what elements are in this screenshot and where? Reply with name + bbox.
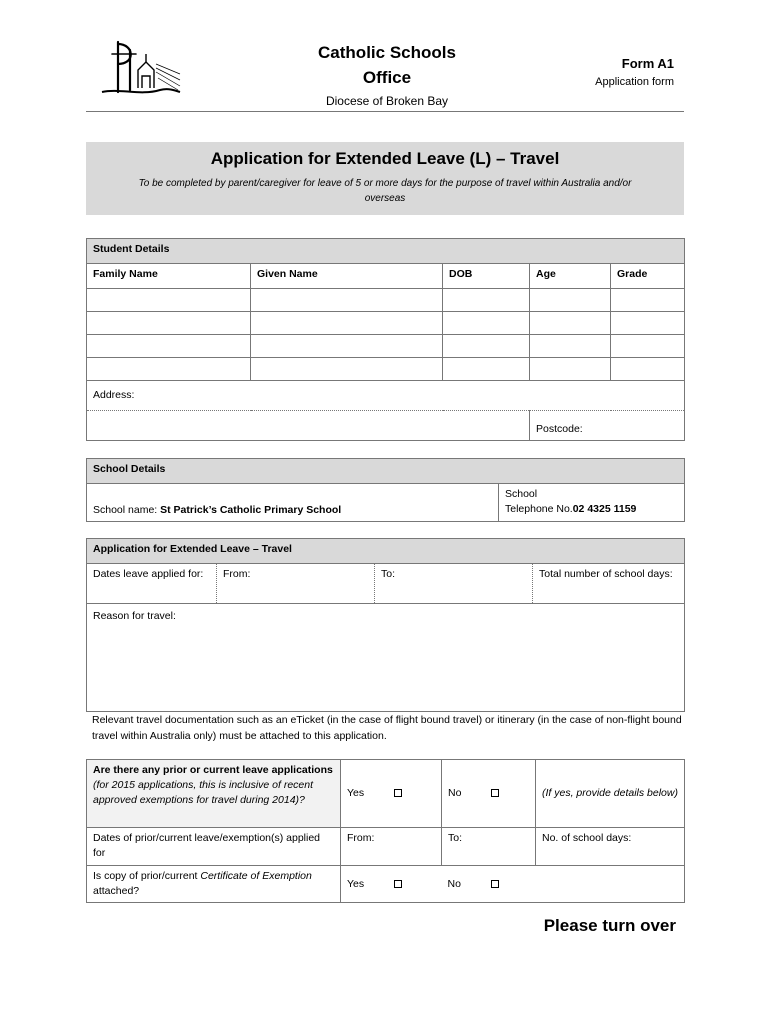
student-details-table: [86, 238, 685, 441]
prior-no-label: No: [448, 787, 462, 799]
to-date-label: To:: [381, 568, 396, 580]
prior-from-field[interactable]: [341, 828, 442, 866]
given-name-field[interactable]: [251, 358, 443, 381]
page-title: Application for Extended Leave (L) – Travel: [210, 149, 560, 168]
school-phone-label-1: School: [505, 488, 538, 500]
reason-for-travel-label: Reason for travel:: [93, 610, 176, 622]
prior-no-option[interactable]: [442, 760, 536, 828]
total-days-field[interactable]: [533, 564, 685, 604]
family-name-field[interactable]: [87, 312, 251, 335]
certificate-yes-label: Yes: [347, 877, 365, 890]
grade-field[interactable]: [611, 289, 685, 312]
prior-yes-checkbox[interactable]: [394, 789, 402, 797]
school-phone-value: 02 4325 1159: [572, 503, 637, 515]
cso-logo-icon: [100, 40, 182, 96]
given-name-field[interactable]: [251, 335, 443, 358]
family-name-field[interactable]: [87, 335, 251, 358]
age-field[interactable]: [530, 312, 611, 335]
dates-applied-label: Dates leave applied for:: [87, 564, 217, 604]
title-band: [86, 142, 684, 215]
prior-no-checkbox[interactable]: [491, 789, 499, 797]
student-row: [87, 289, 685, 312]
age-field[interactable]: [530, 335, 611, 358]
prior-applications-table: [86, 759, 685, 903]
from-date-field[interactable]: [217, 564, 375, 604]
student-row: [87, 335, 685, 358]
certificate-no-option[interactable]: [442, 866, 536, 903]
grade-field[interactable]: [611, 358, 685, 381]
grade-field[interactable]: [611, 335, 685, 358]
school-name-cell: [87, 484, 499, 522]
postcode-label: Postcode:: [536, 423, 583, 435]
family-name-field[interactable]: [87, 358, 251, 381]
to-date-field[interactable]: [375, 564, 533, 604]
prior-to-label: To:: [448, 832, 463, 844]
address-line-field[interactable]: [87, 411, 530, 441]
form-number: Form A1: [621, 56, 674, 71]
extended-leave-heading: Application for Extended Leave – Travel: [87, 539, 685, 564]
student-details-heading: Student Details: [87, 239, 685, 264]
given-name-field[interactable]: [251, 312, 443, 335]
school-phone-label-2: Telephone No.: [505, 503, 573, 515]
prior-yes-label: Yes: [347, 787, 365, 799]
please-turn-over: Please turn over: [543, 916, 676, 935]
given-name-header: Given Name: [251, 264, 443, 289]
age-field[interactable]: [530, 358, 611, 381]
family-name-header: Family Name: [87, 264, 251, 289]
prior-to-field[interactable]: [442, 828, 536, 866]
age-field[interactable]: [530, 289, 611, 312]
grade-field[interactable]: [611, 312, 685, 335]
certificate-no-label: No: [447, 877, 461, 890]
dob-field[interactable]: [443, 312, 530, 335]
office-name: Catholic Schools Office: [318, 43, 456, 87]
dob-field[interactable]: [443, 358, 530, 381]
student-row: [87, 312, 685, 335]
grade-header: Grade: [611, 264, 685, 289]
prior-yes-option[interactable]: [341, 760, 442, 828]
dob-header: DOB: [443, 264, 530, 289]
prior-from-label: From:: [347, 832, 375, 844]
address-field[interactable]: [87, 381, 685, 411]
school-details-table: [86, 458, 685, 522]
student-row: [87, 358, 685, 381]
prior-applications-question: Are there any prior or current leave applications (for 2015 applications, this is inclusive of recent approved exemptions for travel during 2014)?: [87, 760, 341, 828]
postcode-field[interactable]: [530, 411, 685, 441]
school-name-value: St Patrick’s Catholic Primary School: [160, 504, 342, 516]
certificate-no-checkbox[interactable]: [491, 880, 499, 888]
certificate-yes-checkbox[interactable]: [394, 880, 402, 888]
school-phone-cell: [499, 484, 685, 522]
reason-for-travel-field[interactable]: [87, 604, 685, 712]
address-label: Address:: [93, 389, 135, 401]
dob-field[interactable]: [443, 335, 530, 358]
if-yes-note: (If yes, provide details below): [536, 760, 685, 828]
extended-leave-table: [86, 538, 685, 712]
prior-dates-label: Dates of prior/current leave/exemption(s) applied for: [87, 828, 341, 866]
page-subtitle: To be completed by parent/caregiver for leave of 5 or more days for the purpose of travel within Australia and/or overseas: [138, 178, 632, 204]
travel-documentation-note: Relevant travel documentation such as an eTicket (in the case of flight bound travel) or itinerary (in the case of non-flight bound travel within Australia only) must be attached to this application.: [92, 714, 682, 742]
header-divider: [86, 111, 684, 112]
certificate-yes-option[interactable]: [341, 866, 442, 903]
dob-field[interactable]: [443, 289, 530, 312]
total-days-label: Total number of school days:: [539, 568, 673, 580]
from-date-label: From:: [223, 568, 251, 580]
diocese-name: Diocese of Broken Bay: [325, 94, 449, 108]
form-type: Application form: [595, 76, 674, 88]
certificate-copy-question: Is copy of prior/current Certificate of Exemption attached?: [87, 866, 341, 903]
school-name-label: School name:: [93, 504, 161, 516]
certificate-blank-cell: [536, 866, 685, 903]
age-header: Age: [530, 264, 611, 289]
prior-days-label: No. of school days:: [542, 832, 632, 844]
school-details-heading: School Details: [87, 459, 685, 484]
family-name-field[interactable]: [87, 289, 251, 312]
given-name-field[interactable]: [251, 289, 443, 312]
prior-days-field[interactable]: [536, 828, 685, 866]
